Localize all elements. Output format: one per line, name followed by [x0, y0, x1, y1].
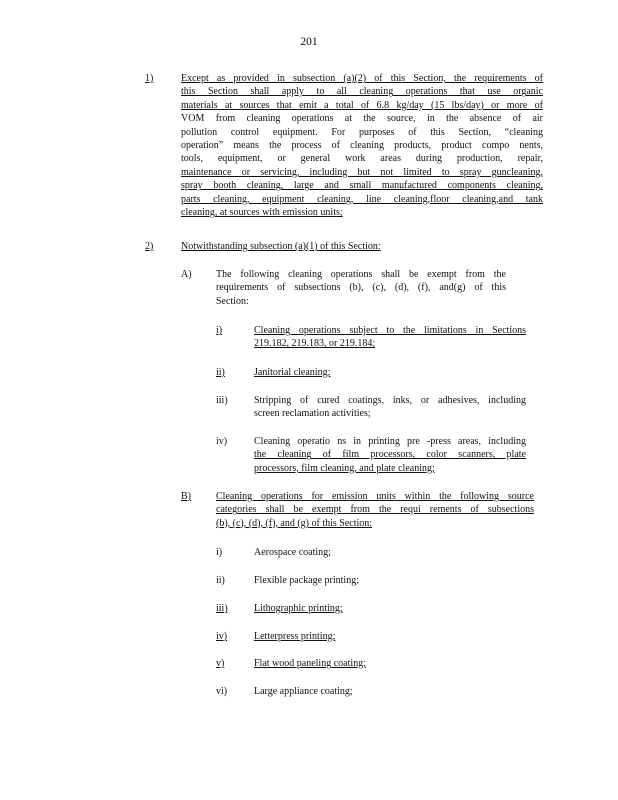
sub-item-label: iv)	[216, 631, 228, 642]
text-line: Janitorial cleaning;	[254, 367, 331, 378]
item-a-text	[216, 268, 506, 308]
sub-item-label: vi)	[216, 686, 228, 697]
sub-item-text	[254, 324, 526, 351]
text-line: the cleaning of film processors, color scanners, plate	[254, 449, 526, 461]
text-line: materials at sources that emit a total of 6.8 kg/day (15 lbs/day) or more of	[181, 99, 543, 111]
sub-item-text	[254, 394, 526, 421]
text-line: pollution control equipment. For purposes of this Section, “cleaning	[181, 126, 543, 138]
text-line: this Section shall apply to all cleaning operations that use organic	[181, 86, 543, 98]
sub-item-label: ii)	[216, 367, 225, 378]
sub-item-label: iii)	[216, 603, 228, 614]
item-1-label: 1)	[145, 73, 154, 84]
text-line: Cleaning operatio ns in printing pre -press areas, including	[254, 436, 526, 447]
sub-item-text: Lithographic printing;	[254, 603, 343, 614]
sub-item-text: Aerospace coating;	[254, 547, 331, 558]
item-2-text: Notwithstanding subsection (a)(1) of this Section:	[181, 241, 381, 252]
sub-item-text: Flexible package printing;	[254, 575, 359, 586]
sub-item-label: iii)	[216, 395, 228, 406]
text-line: Stripping of cured coatings, inks, or adhesives, including	[254, 395, 526, 406]
sub-item-text: Large appliance coating;	[254, 686, 353, 697]
page-number: 201	[300, 36, 318, 48]
item-a-label: A)	[181, 269, 192, 280]
text-line: requirements of subsections (b), (c), (d), (f), and(g) of this	[216, 282, 506, 294]
sub-item-text	[254, 366, 526, 379]
item-1-text	[181, 72, 543, 219]
text-line: screen reclamation activities;	[254, 408, 371, 420]
sub-item-label: v)	[216, 658, 225, 669]
sub-item-text: Flat wood paneling coating;	[254, 658, 366, 669]
text-line: spray booth cleaning, large and small manufactured components cleaning,	[181, 180, 543, 192]
text-line: categories shall be exempt from the requi rements of subsections	[216, 504, 534, 516]
text-line: (b), (c), (d), (f), and (g) of this Section:	[216, 517, 373, 529]
text-line: operation” means the process of cleaning products, product compo nents,	[181, 140, 543, 152]
item-b-text	[216, 490, 534, 530]
text-line: The following cleaning operations shall be exempt from the	[216, 269, 506, 280]
text-line: processors, film cleaning, and plate cleaning;	[254, 462, 435, 474]
item-b-label: B)	[181, 491, 191, 502]
sub-item-label: ii)	[216, 575, 225, 586]
text-line: Section:	[216, 295, 249, 307]
text-line: VOM from cleaning operations at the source, in the absence of air	[181, 113, 543, 125]
text-line: 219.182, 219.183, or 219.184;	[254, 338, 376, 350]
text-line: parts cleaning, equipment cleaning, line cleaning,floor cleaning,and tank	[181, 193, 543, 205]
text-line: Except as provided in subsection (a)(2) of this Section, the requirements of	[181, 73, 543, 84]
text-line: cleaning, at sources with emission units;	[181, 207, 343, 219]
text-line: maintenance or servicing, including but not limited to spray guncleaning,	[181, 166, 543, 178]
text-line: Cleaning operations for emission units within the following source	[216, 491, 534, 502]
sub-item-text	[254, 435, 526, 475]
text-line: tools, equipment, or general work areas during production, repair,	[181, 153, 543, 165]
item-2-label: 2)	[145, 241, 154, 252]
sub-item-label: i)	[216, 547, 223, 558]
text-line: Cleaning operations subject to the limitations in Sections	[254, 325, 526, 336]
sub-item-label: iv)	[216, 436, 228, 447]
sub-item-text: Letterpress printing;	[254, 631, 336, 642]
sub-item-label: i)	[216, 325, 223, 336]
